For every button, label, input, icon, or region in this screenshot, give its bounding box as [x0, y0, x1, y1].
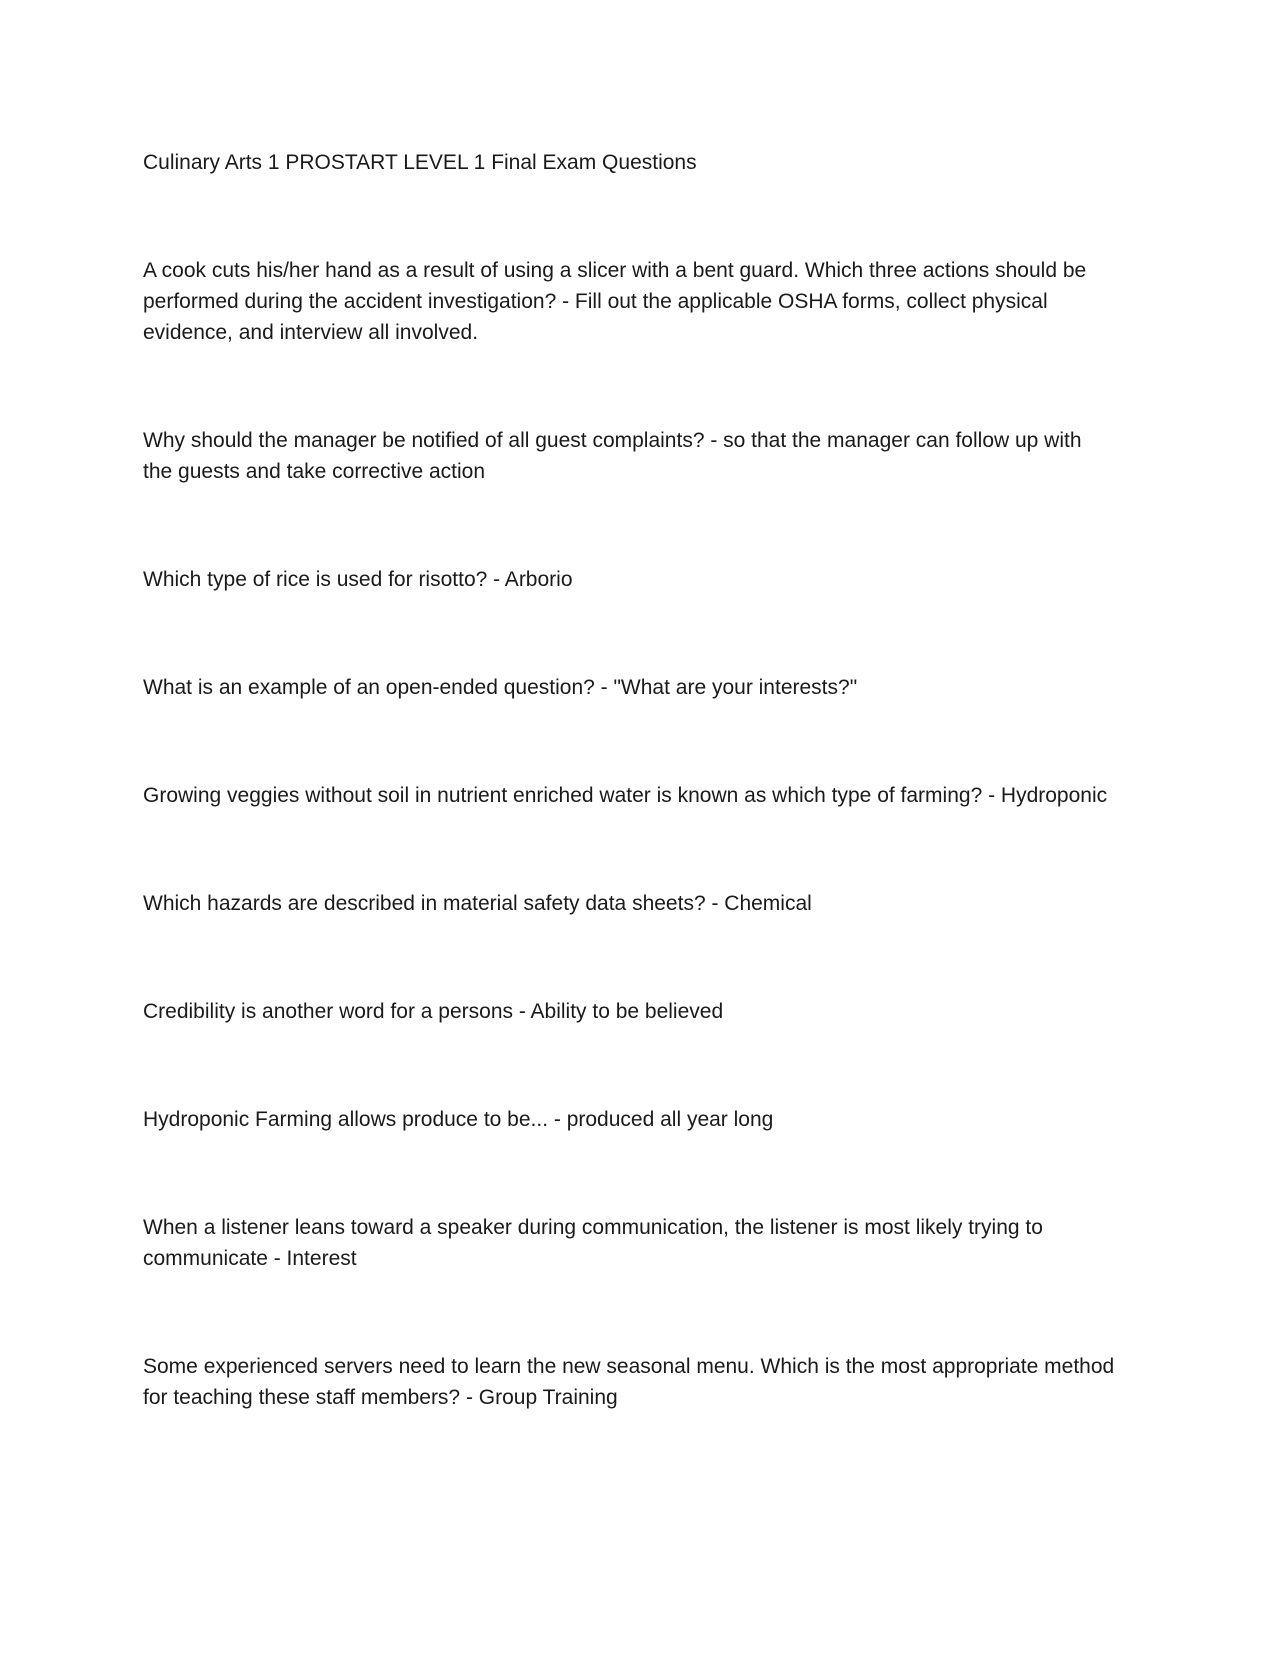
- qa-paragraph-5: Growing veggies without soil in nutrient enriched water is known as which type of farming? - Hydroponic: [143, 784, 1108, 807]
- qa-paragraph-9: When a listener leans toward a speaker during communication, the listener is most likely trying to communicate - Interest: [143, 1216, 1043, 1270]
- qa-paragraph-2: Why should the manager be notified of all guest complaints? - so that the manager can follow up with the guests and take corrective action: [143, 429, 1082, 483]
- qa-paragraph-6: Which hazards are described in material safety data sheets? - Chemical: [143, 892, 812, 915]
- qa-paragraph-3: Which type of rice is used for risotto? - Arborio: [143, 568, 573, 591]
- document-title: Culinary Arts 1 PROSTART LEVEL 1 Final Exam Questions: [143, 151, 697, 174]
- qa-paragraph-4: What is an example of an open-ended question? - "What are your interests?": [143, 676, 858, 699]
- qa-paragraph-7: Credibility is another word for a persons - Ability to be believed: [143, 1000, 724, 1023]
- qa-paragraph-1: A cook cuts his/her hand as a result of using a slicer with a bent guard. Which three actions should be performed during the accident investigation? - Fill out the applicable OSHA forms, collect physical evidence, and interview all involved.: [143, 259, 1087, 344]
- qa-paragraph-10: Some experienced servers need to learn the new seasonal menu. Which is the most appropriate method for teaching these staff members? - Group Training: [143, 1355, 1115, 1409]
- qa-paragraph-8: Hydroponic Farming allows produce to be... - produced all year long: [143, 1108, 774, 1131]
